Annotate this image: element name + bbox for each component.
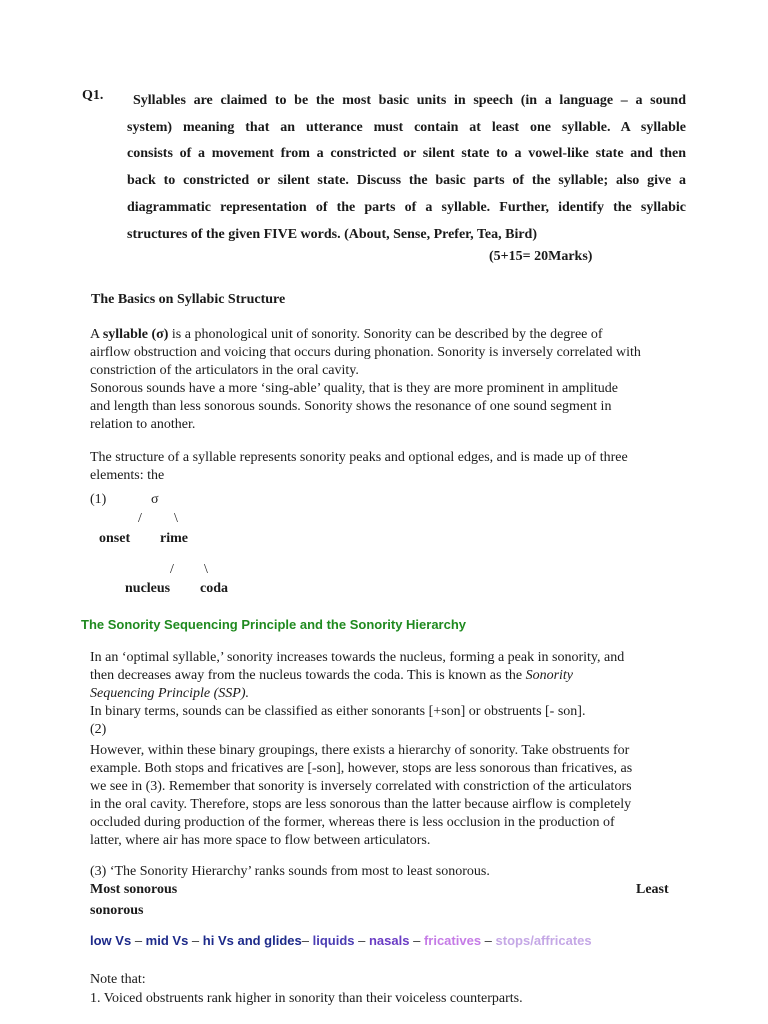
tree-branch-right: \ <box>174 511 178 526</box>
paragraph-line: However, within these binary groupings, there exists a hierarchy of sonority. Take obstruents for <box>90 743 630 758</box>
tree-branch-right: \ <box>204 562 208 577</box>
paragraph-line: In binary terms, sounds can be classified as either sonorants [+son] or obstruents [- son]. <box>90 704 586 719</box>
tree-onset: onset <box>99 531 131 546</box>
question-marks: (5+15= 20Marks) <box>489 249 593 264</box>
hierarchy-fricatives: fricatives <box>423 933 482 948</box>
text-run: is a phonological unit of sonority. Sonority can be described by the degree of <box>168 327 603 342</box>
question-line: structures of the given FIVE words. (About, Sense, Prefer, Tea, Bird) <box>127 226 538 242</box>
hierarchy-stops-affricates: stops/affricates <box>495 933 592 948</box>
paragraph-line: constriction of the articulators in the oral cavity. <box>90 363 359 378</box>
ssp-term: Sequencing Principle (SSP). <box>90 686 250 701</box>
hierarchy-dash: – <box>301 933 309 948</box>
basics-paragraph-2 <box>90 449 690 485</box>
paragraph-line: The structure of a syllable represents sonority peaks and optional edges, and is made up of three <box>90 450 628 465</box>
question-number: Q1. <box>82 88 104 103</box>
hierarchy-liquids: liquids <box>312 933 355 948</box>
paragraph-line: airflow obstruction and voicing that occurs during phonation. Sonority is inversely correlated with <box>90 345 641 360</box>
tree-number: (1) <box>90 492 107 507</box>
notes-item-1: 1. Voiced obstruents rank higher in sonority than their voiceless counterparts. <box>90 991 523 1006</box>
hierarchy-least-label: Least <box>636 882 669 897</box>
ssp-paragraph-2 <box>90 742 674 850</box>
question-line: consists of a movement from a constricted or silent state to a vowel-like state and then <box>127 146 686 162</box>
paragraph-line: (2) <box>90 722 107 737</box>
tree-branch-left: / <box>170 562 174 577</box>
paragraph-line: occluded during production of the former, whereas there is less occlusion in the production of <box>90 815 615 830</box>
hierarchy-dash: – <box>134 933 143 948</box>
question-line: back to constricted or silent state. Discuss the basic parts of the syllable; also give a <box>127 173 686 189</box>
section-heading-basics: The Basics on Syllabic Structure <box>91 292 286 307</box>
hierarchy-sonorous-label: sonorous <box>90 903 144 918</box>
hierarchy-high-vowels-glides: hi Vs and glides <box>202 933 302 948</box>
paragraph-line: In an ‘optimal syllable,’ sonority increases towards the nucleus, forming a peak in sonority, and <box>90 650 625 665</box>
paragraph-line: example. Both stops and fricatives are [-son], however, stops are less sonorous than fricatives, as <box>90 761 633 776</box>
text-run: then decreases away from the nucleus towards the coda. This is known as the <box>90 668 526 683</box>
paragraph-line: elements: the <box>90 468 165 483</box>
question-line: diagrammatic representation of the parts of a syllable. Further, identify the syllabic <box>127 199 686 215</box>
hierarchy-low-vowels: low Vs <box>90 933 132 948</box>
hierarchy-dash: – <box>191 933 200 948</box>
paragraph-line: Sonorous sounds have a more ‘sing-able’ quality, that is they are more prominent in amplitude <box>90 381 618 396</box>
paragraph-line: and length than less sonorous sounds. Sonority shows the resonance of one sound segment in <box>90 399 612 414</box>
ssp-paragraph-1 <box>90 649 690 739</box>
hierarchy-dash: – <box>358 933 366 948</box>
question-line: system) meaning that an utterance must contain at least one syllable. A syllable <box>127 119 686 135</box>
basics-paragraph-1 <box>90 326 690 434</box>
paragraph-line <box>90 326 690 344</box>
text-run: A <box>90 327 103 342</box>
paragraph-line: in the oral cavity. Therefore, stops are less sonorous than the latter because airflow is completely <box>90 797 632 812</box>
tree-rime: rime <box>160 531 188 546</box>
question-line: Syllables are claimed to be the most basic units in speech (in a language – a sound <box>133 93 686 108</box>
paragraph-line: latter, where air has more space to flow between articulators. <box>90 833 431 848</box>
hierarchy-dash: – <box>413 933 421 948</box>
syllable-term: syllable (σ) <box>102 327 169 342</box>
tree-branch-left: / <box>138 511 142 526</box>
ssp-term: Sonority <box>525 668 574 683</box>
tree-root-sigma: σ <box>151 492 159 507</box>
section-heading-ssp: The Sonority Sequencing Principle and the Sonority Hierarchy <box>81 617 467 632</box>
question-text <box>127 88 686 248</box>
ssp-paragraph-3: (3) ‘The Sonority Hierarchy’ ranks sounds from most to least sonorous. <box>90 864 490 879</box>
tree-nucleus: nucleus <box>125 581 171 596</box>
hierarchy-dash: – <box>484 933 492 948</box>
hierarchy-mid-vowels: mid Vs <box>145 933 189 948</box>
notes-label: Note that: <box>90 972 146 987</box>
paragraph-line: relation to another. <box>90 417 196 432</box>
paragraph-line <box>90 685 690 703</box>
tree-coda: coda <box>200 581 228 596</box>
paragraph-line: we see in (3). Remember that sonority is inversely correlated with constriction of the articulators <box>90 779 632 794</box>
hierarchy-nasals: nasals <box>368 933 410 948</box>
sonority-hierarchy-scale <box>90 933 592 948</box>
paragraph-line <box>90 667 690 685</box>
hierarchy-most-label: Most sonorous <box>90 882 178 897</box>
